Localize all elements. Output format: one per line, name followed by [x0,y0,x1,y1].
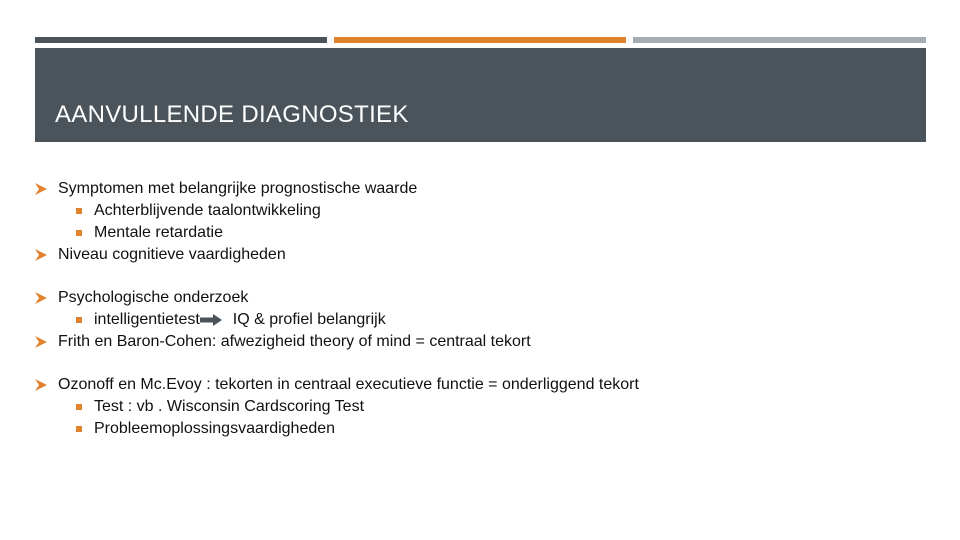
bullet-text: Ozonoff en Mc.Evoy : tekorten in centraal executieve functie = onderliggend tekort [58,376,639,393]
bullet-item [34,178,914,200]
arrow-bullet-icon [34,291,48,305]
accent-bar-orange [334,37,626,43]
sub-bullet-text: Achterblijvende taalontwikkeling [94,202,321,219]
sub-bullet-text: Test : vb . Wisconsin Cardscoring Test [94,398,365,415]
bullet-text: Psychologische onderzoek [58,289,249,306]
accent-bar-gray [633,37,926,43]
right-arrow-icon [198,313,226,327]
bullet-item [34,244,914,266]
square-bullet-icon [76,317,82,323]
square-bullet-icon [76,426,82,432]
square-bullet-icon [76,230,82,236]
accent-bar-dark [35,37,327,43]
square-bullet-icon [76,404,82,410]
sub-bullet-item [34,200,914,222]
sub-bullet-text: Mentale retardatie [94,224,223,241]
sub-bullet-item [34,396,914,418]
bullet-list [34,178,914,440]
square-bullet-icon [76,208,82,214]
bullet-item [34,374,914,396]
bullet-text: Symptomen met belangrijke prognostische waarde [58,180,418,197]
sub-bullet-item [34,418,914,440]
sub-bullet-text: intelligentietest [94,311,200,328]
bullet-item [34,331,914,353]
sub-bullet-item [34,309,914,331]
sub-bullet-text: IQ & profiel belangrijk [232,311,386,328]
arrow-bullet-icon [34,335,48,349]
sub-bullet-item [34,222,914,244]
arrow-bullet-icon [34,248,48,262]
bullet-text: Frith en Baron-Cohen: afwezigheid theory of mind = centraal tekort [58,333,531,350]
title-band [35,48,926,142]
slide-title: AANVULLENDE DIAGNOSTIEK [55,101,409,128]
bullet-item [34,287,914,309]
sub-bullet-text: Probleemoplossingsvaardigheden [94,420,336,437]
arrow-bullet-icon [34,378,48,392]
bullet-text: Niveau cognitieve vaardigheden [58,246,286,263]
arrow-bullet-icon [34,182,48,196]
